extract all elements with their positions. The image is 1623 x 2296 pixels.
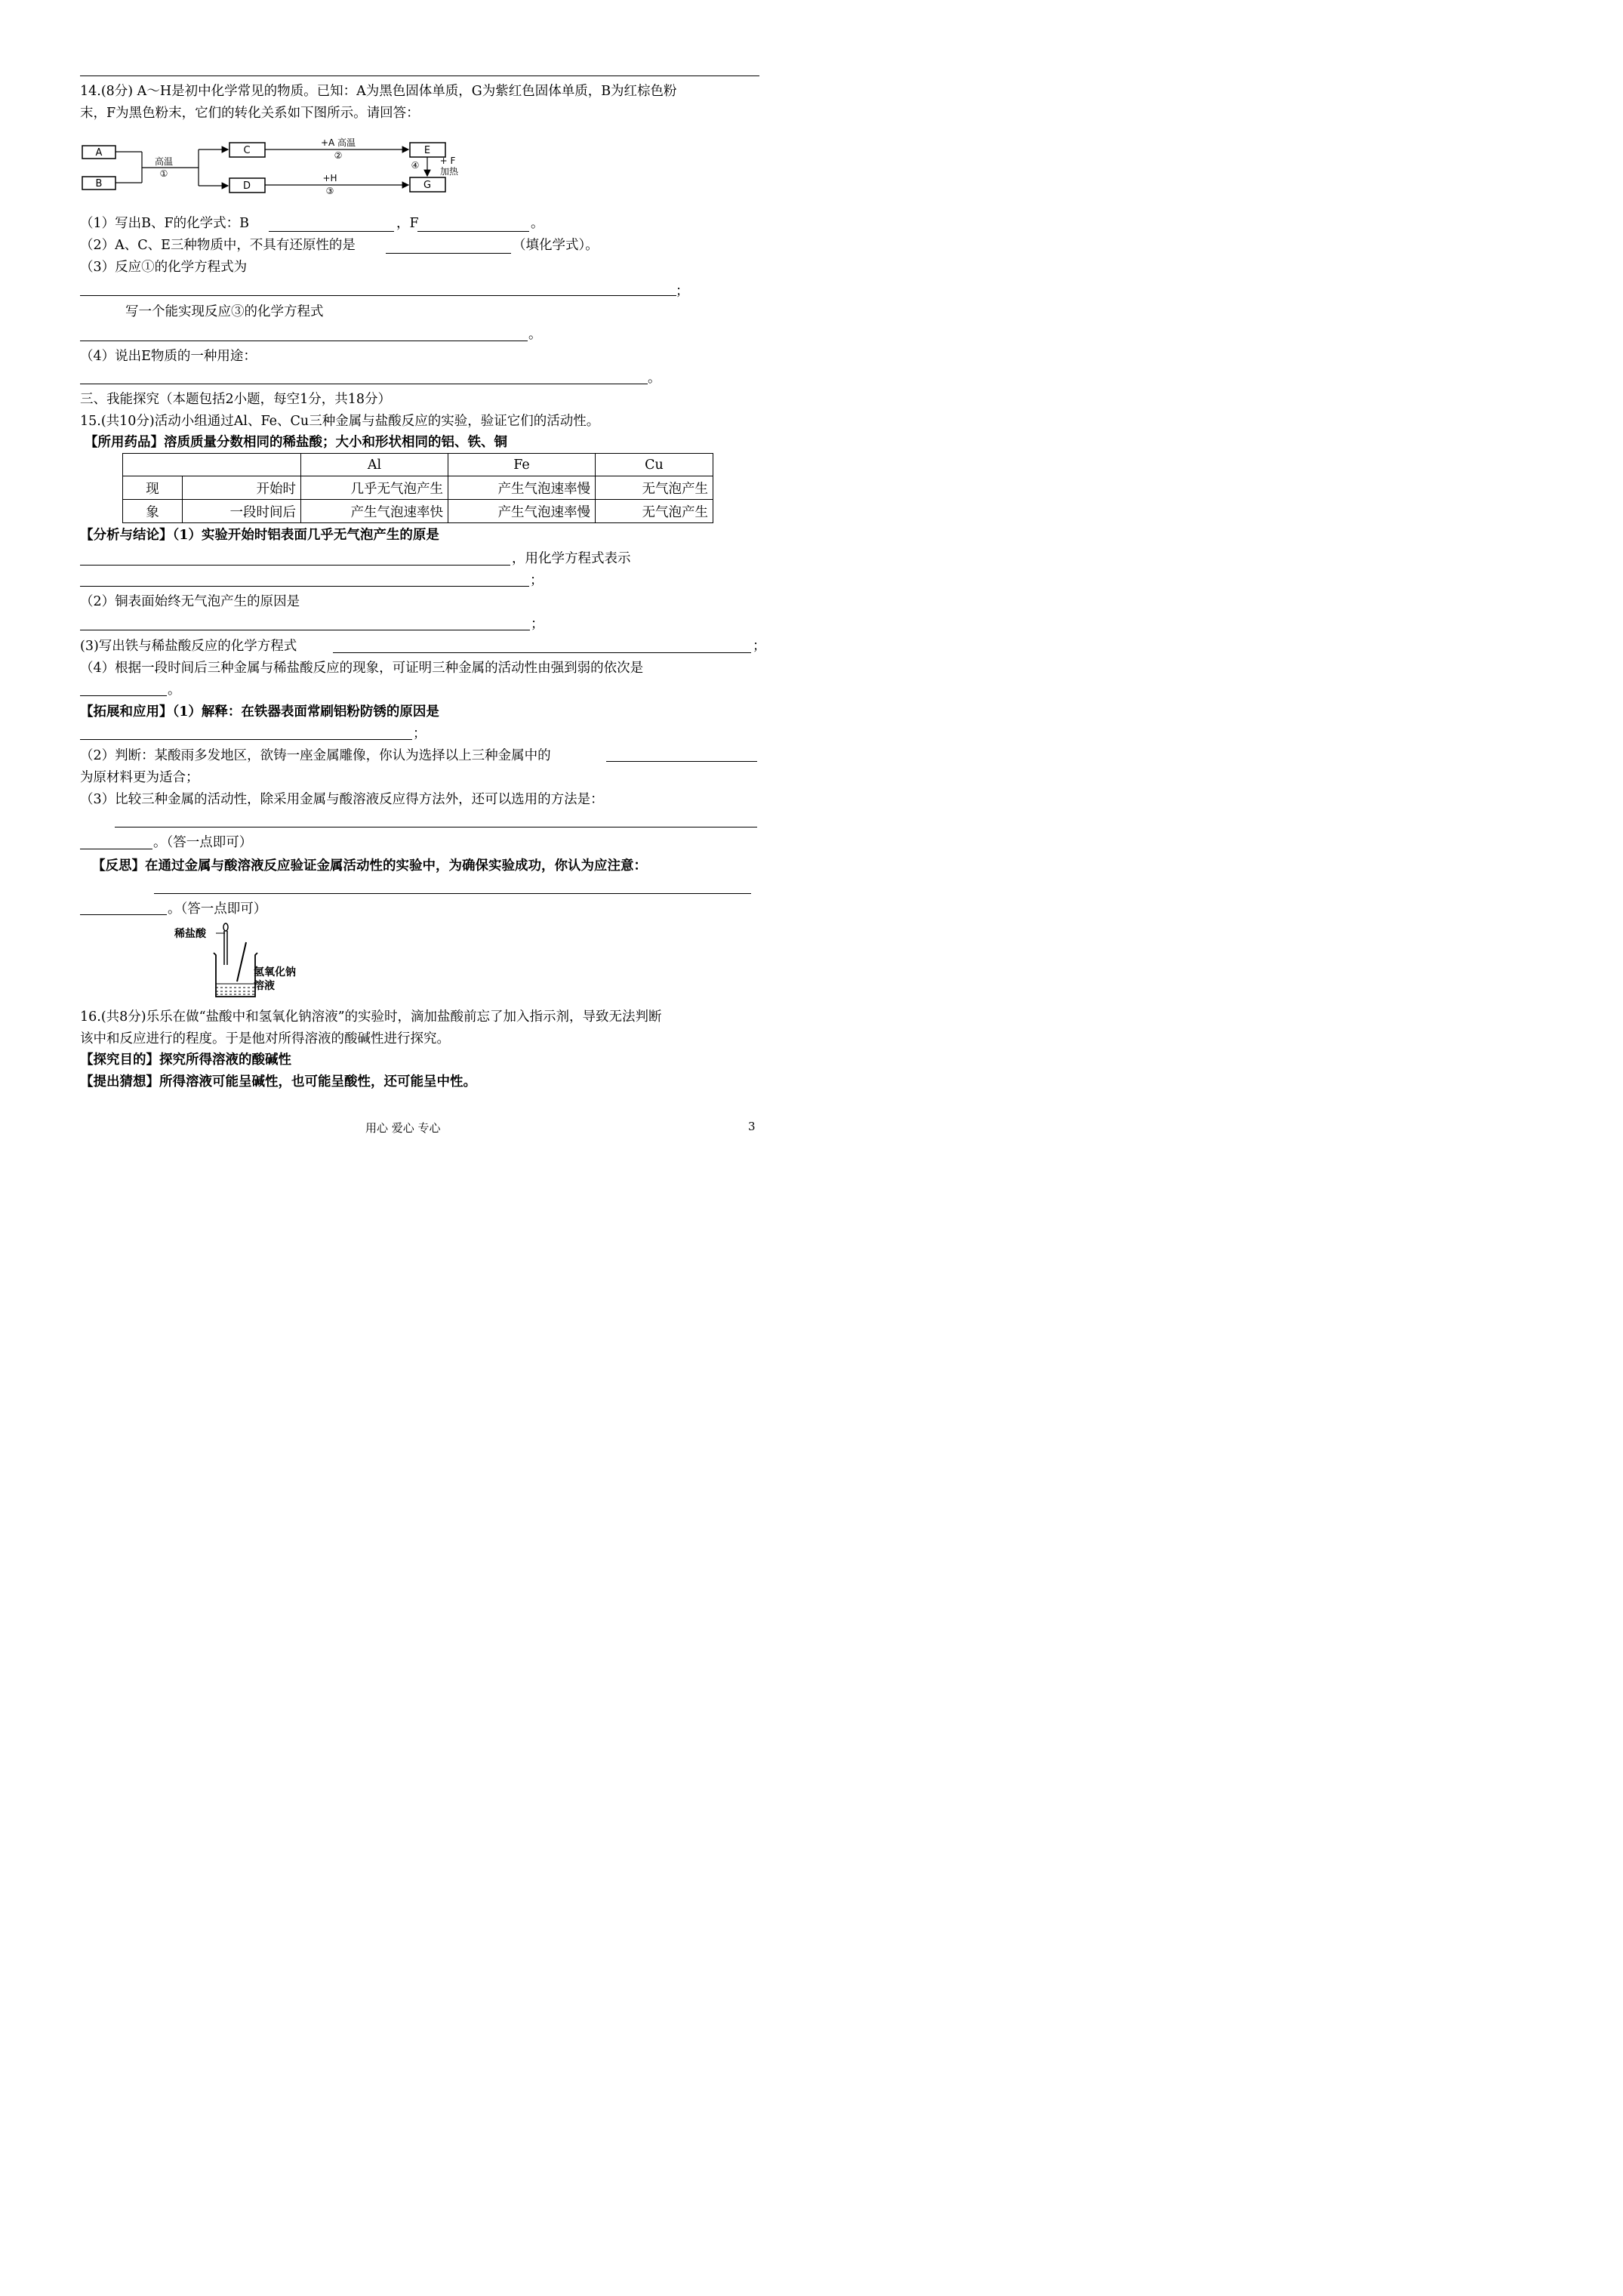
table-row-label: 开始时 xyxy=(183,476,301,500)
reaction-3-number: ③ xyxy=(325,186,334,196)
box-d-label: D xyxy=(242,180,251,192)
q15-reflection-end: 。（答一点即可） xyxy=(168,901,267,917)
box-c-label: C xyxy=(243,145,251,156)
q15-analysis-4: （4）根据一段时间后三种金属与稀盐酸反应的现象，可证明三种金属的活动性由强到弱的依次是 xyxy=(80,661,644,676)
table-cell: 产生气泡速率慢 xyxy=(448,500,596,523)
answer-blank-statue-metal[interactable] xyxy=(606,761,757,762)
q15-analysis-b: ，用化学方程式表示 xyxy=(512,551,631,566)
box-b-label: B xyxy=(95,178,103,190)
reaction-4-condition: 加热 xyxy=(439,166,459,177)
q14-part3-label: （3）反应①的化学方程式为 xyxy=(80,260,248,275)
q15-intro: 15.(共10分)活动小组通过Al、Fe、Cu三种金属与盐酸反应的实验，验证它们的活动性。 xyxy=(80,414,600,429)
q16-hypothesis: 【提出猜想】所得溶液可能呈碱性，也可能呈酸性，还可能呈中性。 xyxy=(80,1074,476,1089)
table-header-cu: Cu xyxy=(596,454,713,476)
reaction-4-number: ④ xyxy=(411,160,420,171)
q14-part3b-label: 写一个能实现反应③的化学方程式 xyxy=(125,304,324,319)
table-cell: 产生气泡速率快 xyxy=(301,500,448,523)
section-3-heading: 三、我能探究（本题包括2小题，每空1分，共18分） xyxy=(80,392,392,407)
q15-analysis-2: （2）铜表面始终无气泡产生的原因是 xyxy=(80,594,300,609)
answer-blank-f[interactable] xyxy=(417,231,529,232)
q15-extension-2: （2）判断：某酸雨多发地区，欲铸一座金属雕像，你认为选择以上三种金属中的 xyxy=(80,748,551,763)
q14-line2: 末，F为黑色粉末，它们的转化关系如下图所示。请回答： xyxy=(80,106,420,121)
answer-blank-non-reducing[interactable] xyxy=(386,253,511,254)
box-g-label: G xyxy=(423,180,432,191)
q15-semicolon-1: ； xyxy=(530,573,544,588)
table-cell: 几乎无气泡产生 xyxy=(301,476,448,500)
q15-extension-3: （3）比较三种金属的活动性，除采用金属与酸溶液反应得方法外，还可以选用的方法是： xyxy=(80,792,604,807)
q15-analysis: 【分析与结论】（1）实验开始时铝表面几乎无气泡产生的原是 xyxy=(80,528,439,543)
reaction-2-condition: +A 高温 xyxy=(320,137,356,148)
table-cell: 无气泡产生 xyxy=(596,476,713,500)
page-number: 3 xyxy=(748,1120,756,1133)
answer-blank-fe-equation[interactable] xyxy=(333,652,751,653)
table-group-label-1: 现 xyxy=(123,476,183,500)
q15-semicolon-2: ； xyxy=(531,617,544,632)
table-header-al: Al xyxy=(301,454,448,476)
label-dilute-hcl: 稀盐酸 xyxy=(174,928,206,940)
footer-motto: 用心 爱心 专心 xyxy=(365,1121,441,1135)
q15-semicolon-3: ； xyxy=(753,639,766,654)
q16-line1: 16.(共8分)乐乐在做“盐酸中和氢氧化钠溶液”的实验时，滴加盐酸前忘了加入指示剂，导致无法判断 xyxy=(80,1009,662,1025)
q14-part3-semicolon: ； xyxy=(676,284,689,299)
q14-part1-end: 。 xyxy=(531,216,544,231)
table-cell: 产生气泡速率慢 xyxy=(448,476,596,500)
reaction-3-condition: +H xyxy=(322,173,337,183)
q15-analysis-4-end: 。 xyxy=(168,683,181,698)
q15-extension: 【拓展和应用】（1）解释：在铁器表面常刷铝粉防锈的原因是 xyxy=(80,704,439,720)
q15-semicolon-4: ； xyxy=(413,726,427,741)
beaker-figure xyxy=(172,921,308,1000)
box-e-label: E xyxy=(423,145,431,156)
q14-part4-label: （4）说出E物质的一种用途： xyxy=(80,349,257,364)
answer-blank-b[interactable] xyxy=(269,231,394,232)
answer-blank-activity-order[interactable] xyxy=(80,695,167,696)
q15-analysis-3: (3)写出铁与稀盐酸反应的化学方程式 xyxy=(80,639,297,654)
table-header-fe: Fe xyxy=(448,454,596,476)
label-naoh: 氢氧化钠 xyxy=(254,966,296,978)
q15-extension-2b: 为原材料更为适合； xyxy=(80,770,199,785)
q14-part1-f: ，F xyxy=(396,216,419,231)
q15-extension-3-end: 。（答一点即可） xyxy=(153,835,253,850)
q15-reflection: 【反思】在通过金属与酸溶液反应验证金属活动性的实验中，为确保实验成功，你认为应注意： xyxy=(92,858,647,874)
table-row-label: 一段时间后 xyxy=(183,500,301,523)
box-a-label: A xyxy=(95,147,103,159)
table-cell: 无气泡产生 xyxy=(596,500,713,523)
q15-drugs: 【所用药品】溶质质量分数相同的稀盐酸；大小和形状相同的铝、铁、铜 xyxy=(85,435,507,450)
answer-blank-precaution[interactable] xyxy=(154,893,751,894)
q14-part2-end: （填化学式）。 xyxy=(513,238,599,253)
answer-blank-al-equation[interactable] xyxy=(80,586,529,587)
reaction-1-condition: 高温 xyxy=(154,156,174,167)
label-solution: 溶液 xyxy=(254,980,275,992)
reaction-1-number: ① xyxy=(159,168,168,179)
q14-part3b-end: 。 xyxy=(528,327,542,342)
q14-line1: 14.(8分) A～H是初中化学常见的物质。已知：A为黑色固体单质，G为紫红色固体单质，B为红棕色粉 xyxy=(80,84,677,99)
answer-blank-precaution-cont[interactable] xyxy=(80,914,167,915)
answer-blank-al-coating[interactable] xyxy=(80,739,412,740)
q14-part4-end: 。 xyxy=(648,371,661,386)
reaction-diagram xyxy=(75,136,483,196)
q16-goal: 【探究目的】探究所得溶液的酸碱性 xyxy=(80,1052,291,1068)
observation-table xyxy=(122,453,713,523)
reaction-2-number: ② xyxy=(334,150,343,161)
q16-line2: 该中和反应进行的程度。于是他对所得溶液的酸碱性进行探究。 xyxy=(80,1031,450,1046)
answer-blank-equation-1[interactable] xyxy=(80,295,676,296)
q14-part2-label: （2）A、C、E三种物质中，不具有还原性的是 xyxy=(80,238,356,253)
answer-blank-al-reason[interactable] xyxy=(80,565,510,566)
table-group-label-2: 象 xyxy=(123,500,183,523)
reaction-4-reagent: + F xyxy=(439,156,456,166)
q14-part1-label: （1）写出B、F的化学式：B xyxy=(80,216,249,231)
